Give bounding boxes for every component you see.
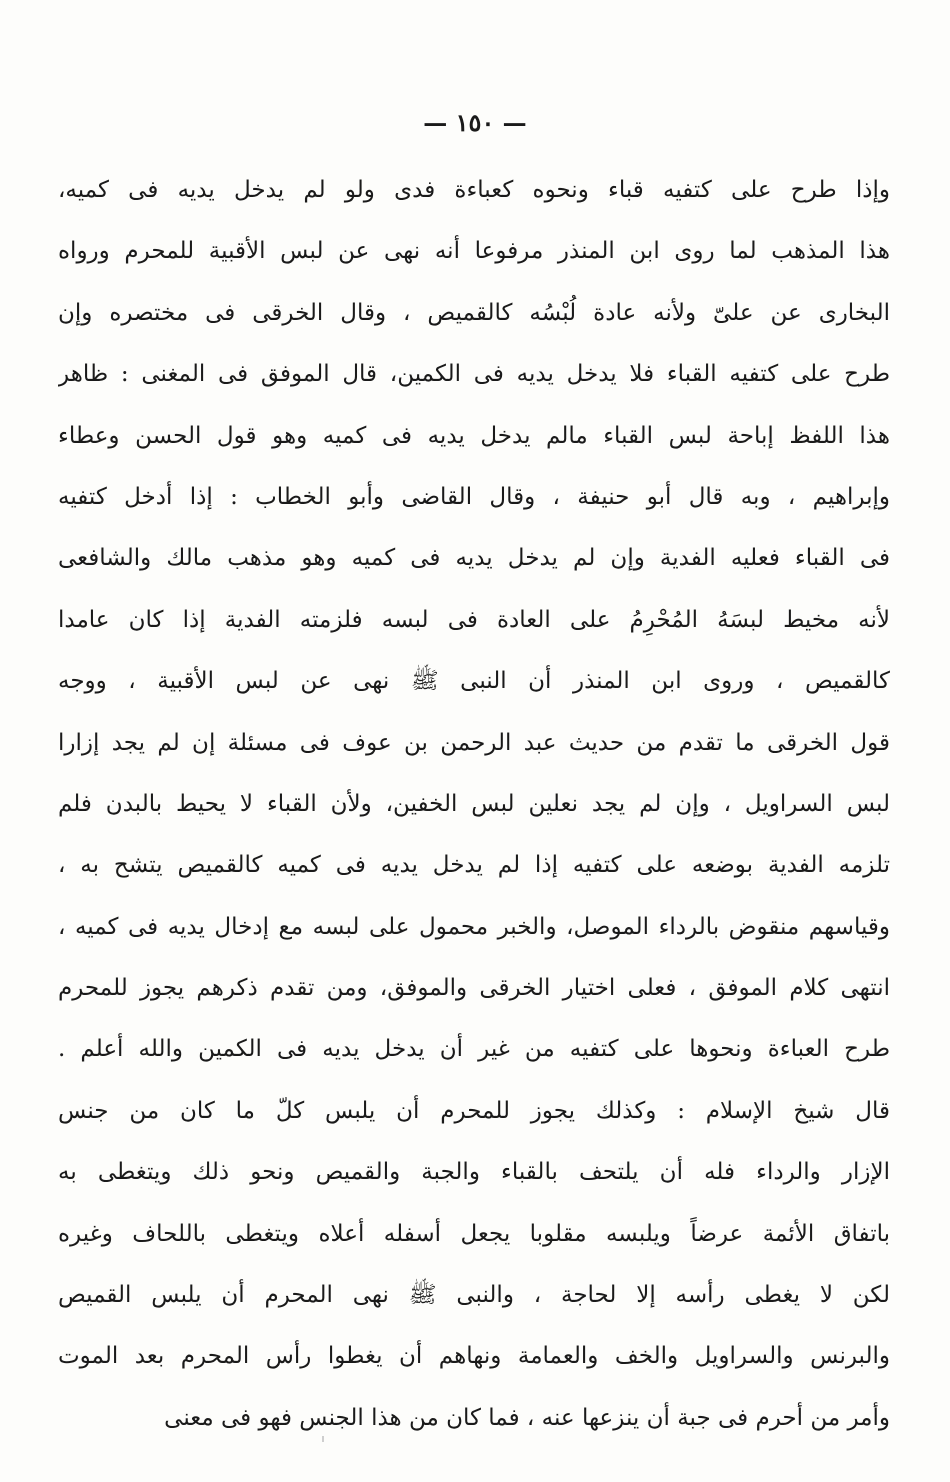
text-line: لأنه مخيط لبسَهُ المُحْرِمُ على العادة فى لبسه فلزمته الفدية إذا كان عامدا	[58, 606, 890, 633]
text-line: الإزار والرداء فله أن يلتحف بالقباء والجبة والقميص ونحو ذلك ويتغطى به	[58, 1159, 890, 1186]
text-line: قال شيخ الإسلام : وكذلك يجوز للمحرم أن يلبس كلّ ما كان من جنس	[58, 1097, 890, 1124]
text-line: تلزمه الفدية بوضعه على كتفيه إذا لم يدخل يديه فى كميه كالقميص يتشح به ،	[58, 852, 890, 879]
page-number: — ١٥٠ —	[423, 108, 527, 137]
text-line: كالقميص ، وروى ابن المنذر أن النبى ﷺ نهى عن لبس الأقبية ، ووجه	[58, 668, 890, 695]
text-line: وإبراهيم ، وبه قال أبو حنيفة ، وقال القاضى وأبو الخطاب : إذا أدخل كتفيه	[58, 483, 890, 510]
text-line: البخارى عن علىّ ولأنه عادة لُبْسُه كالقميص ، وقال الخرقى فى مختصره وإن	[58, 299, 890, 326]
text-line: قول الخرقى ما تقدم من حديث عبد الرحمن بن عوف فى مسئلة إن لم يجد إزارا	[58, 729, 890, 756]
text-line: والبرنس والسراويل والخف والعمامة ونهاهم أن يغطوا رأس المحرم بعد الموت	[58, 1343, 890, 1370]
text-line: طرح على كتفيه القباء فلا يدخل يديه فى الكمين، قال الموفق فى المغنى : ظاهر	[58, 361, 890, 388]
text-line: هذا المذهب لما روى ابن المنذر مرفوعا أنه نهى عن لبس الأقبية للمحرم ورواه	[58, 238, 890, 265]
text-line: وأمر من أحرم فى جبة أن ينزعها عنه ، فما كان من هذا الجنس فهو فى معنى	[164, 1404, 890, 1431]
text-line: وإذا طرح على كتفيه قباء ونحوه كعباءة فدى ولو لم يدخل يديه فى كميه،	[58, 177, 890, 203]
text-line: انتهى كلام الموفق ، فعلى اختيار الخرقى والموفق، ومن تقدم ذكرهم يجوز للمحرم	[58, 975, 890, 1002]
text-line: لكن لا يغطى رأسه إلا لحاجة ، والنبى ﷺ نهى المحرم أن يلبس القميص	[58, 1282, 890, 1309]
body-text	[58, 160, 890, 1449]
scan-speck	[322, 1436, 324, 1442]
text-line: لبس السراويل ، وإن لم يجد نعلين لبس الخفين، ولأن القباء لا يحيط بالبدن فلم	[58, 790, 890, 817]
text-line: باتفاق الأئمة عرضاً ويلبسه مقلوبا يجعل أسفله أعلاه ويتغطى باللحاف وغيره	[58, 1220, 890, 1247]
text-line: وقياسهم منقوض بالرداء الموصل، والخبر محمول على لبسه مع إدخال يديه فى كميه ،	[58, 913, 890, 940]
text-line: هذا اللفظ إباحة لبس القباء مالم يدخل يديه فى كميه وهو قول الحسن وعطاء	[58, 422, 890, 449]
text-line: فى القباء فعليه الفدية وإن لم يدخل يديه فى كميه وهو مذهب مالك والشافعى	[58, 545, 890, 572]
text-line: طرح العباءة ونحوها على كتفيه من غير أن يدخل يديه فى الكمين والله أعلم .	[58, 1036, 890, 1063]
